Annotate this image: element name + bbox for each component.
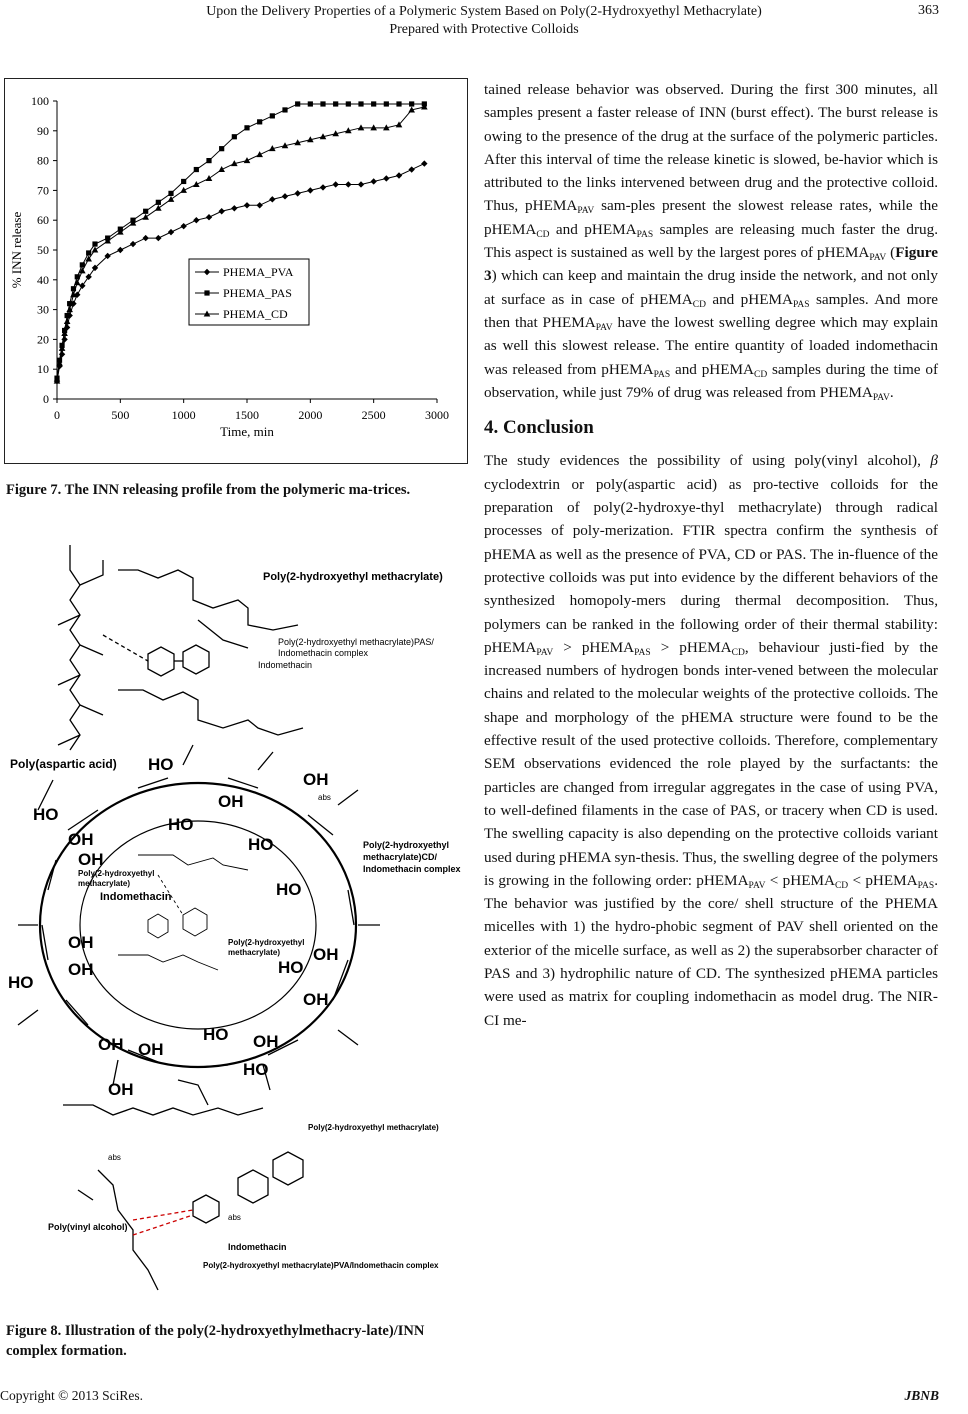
data-point: [346, 101, 351, 106]
data-point: [383, 175, 389, 181]
y-tick-label: 80: [37, 153, 49, 168]
data-point: [194, 167, 199, 172]
legend-entry: PHEMA_PVA: [223, 265, 294, 279]
abs-label-3: abs: [318, 793, 331, 802]
legend-entry: PHEMA_PAS: [223, 286, 292, 300]
cd-inner-label-2: methacrylate): [78, 879, 131, 888]
phema-top: [118, 570, 303, 735]
svg-text:HO: HO: [8, 973, 34, 992]
y-tick-label: 100: [31, 94, 49, 108]
data-point: [193, 217, 199, 223]
data-point: [79, 283, 85, 289]
x-tick-label: 1500: [235, 408, 259, 422]
release-profile-chart: [5, 79, 467, 463]
svg-text:HO: HO: [278, 958, 304, 977]
footer-copyright: Copyright © 2013 SciRes.: [0, 1388, 144, 1403]
data-point: [244, 157, 251, 163]
y-tick-label: 10: [37, 362, 49, 377]
x-tick-label: 1000: [171, 408, 196, 422]
x-tick-label: 0: [54, 408, 60, 422]
pas-complex-label: Poly(2-hydroxyethyl methacrylate)PAS/: [278, 637, 434, 647]
aspartic-label: Poly(aspartic acid): [10, 757, 117, 771]
y-tick-label: 0: [43, 392, 49, 406]
data-point: [282, 107, 287, 112]
data-point: [156, 200, 161, 205]
data-point: [117, 247, 123, 253]
data-point: [206, 175, 213, 181]
data-point: [74, 279, 81, 285]
y-tick-label: 70: [37, 183, 49, 198]
data-point: [206, 158, 211, 163]
data-point: [370, 178, 376, 184]
cd-inner-label-1: Poly(2-hydroxyethyl: [78, 869, 155, 878]
figure-8-caption: Figure 8. Illustration of the poly(2-hydroxyethylmethacry-late)/INN complex formation.: [6, 1323, 425, 1359]
svg-text:OH: OH: [138, 1040, 164, 1059]
data-point: [358, 181, 364, 187]
data-point: [384, 101, 389, 106]
svg-text:HO: HO: [168, 815, 194, 834]
data-point: [92, 241, 97, 246]
paragraph-release: tained release behavior was observed. During the first 300 minutes, all samples present a faster release of INN (burst effect). The burst release is owing to the presence of the drug at the surface of the polymeric particles. After this interval of time the release kinetic is slowed, be-havior which is attributed to the links intervened between drug and the protective colloid. Thus, pHEMA$_{PAV}$ sam-ples present the slowest release rates, while the pHEMA$_{CD}$ and pHEMA$_{PAS}$ samples are releasing much faster the drug. This aspect is sustained as well by the largest pores of pHEMA$_{PAV}$ (Figure 3) which can keep and maintain the drug inside the network, and not only at surface as in case of pHEMA$_{CD}$ and pHEMA$_{PAS}$ samples. And more then that $PHEMA_{PAV}$ have the lowest swelling degree which may explain as well this slowest release. The entire quantity of loaded indomethacin was released from pHEMA$_{PAS}$ and pHEMA$_{CD}$ samples during the time of observation, while just 79% of drug was released from $PHEMA_{PAV}$.: [484, 81, 939, 403]
data-point: [206, 214, 212, 220]
data-point: [269, 196, 275, 202]
svg-text:HO: HO: [148, 755, 174, 774]
y-tick-label: 40: [37, 272, 49, 287]
footer-journal: JBNB: [904, 1388, 939, 1403]
phema-top-label: Poly(2-hydroxyethyl methacrylate): [263, 571, 443, 583]
data-point: [85, 274, 91, 280]
y-tick-label: 90: [37, 123, 49, 138]
cd-complex-label-1: Poly(2-hydroxyethyl: [363, 840, 450, 850]
svg-text:OH: OH: [98, 1035, 124, 1054]
pas-complex-label-2: Indomethacin complex: [278, 648, 369, 658]
data-point: [204, 290, 209, 295]
figure-7-caption: Figure 7. The INN releasing profile from the polymeric ma-trices.: [6, 482, 411, 498]
cd-inner-label-4: methacrylate): [228, 948, 281, 957]
data-point: [86, 250, 91, 255]
header-line-1: Upon the Delivery Properties of a Polymeric System Based on Poly(2-Hydroxyethyl Methacrylate): [206, 4, 762, 19]
data-point: [421, 160, 427, 166]
series-line: [57, 107, 424, 381]
abs-label-1: abs: [108, 1153, 121, 1162]
data-point: [244, 125, 249, 130]
data-point: [307, 187, 313, 193]
data-point: [332, 181, 338, 187]
data-point: [232, 134, 237, 139]
pva-complex-label: Poly(2-hydroxyethyl methacrylate)PVA/Indomethacin complex: [203, 1261, 439, 1270]
data-point: [168, 196, 175, 202]
series-PHEMA_PAS: [54, 101, 427, 380]
aspartic-acid-chain: [58, 545, 103, 750]
data-point: [231, 205, 237, 211]
svg-text:HO: HO: [248, 835, 274, 854]
data-point: [218, 166, 225, 172]
data-point: [396, 172, 402, 178]
y-tick-label: 20: [37, 332, 49, 347]
data-point: [181, 179, 186, 184]
x-tick-label: 500: [111, 408, 130, 422]
data-point: [409, 101, 414, 106]
data-point: [168, 229, 174, 235]
y-tick-label: 30: [37, 302, 49, 317]
cd-complex-label-2: methacrylate)CD/: [363, 852, 438, 862]
svg-text:OH: OH: [108, 1080, 134, 1099]
data-point: [130, 241, 136, 247]
data-point: [193, 181, 200, 187]
x-tick-label: 2500: [361, 408, 386, 422]
data-point: [294, 190, 300, 196]
x-axis-label: Time, min: [220, 424, 274, 439]
y-tick-label: 60: [37, 213, 49, 228]
cd-hydroxyl-labels: [8, 755, 339, 1099]
figure-7-frame: [4, 78, 468, 464]
data-point: [155, 235, 161, 241]
abs-label-2: abs: [228, 1213, 241, 1222]
legend-entry: PHEMA_CD: [223, 307, 288, 321]
section-title: 4. Conclusion: [484, 417, 594, 439]
chart-legend: [189, 259, 309, 325]
svg-text:OH: OH: [303, 770, 329, 789]
data-point: [345, 181, 351, 187]
page-number: 363: [918, 3, 939, 18]
data-point: [143, 209, 148, 214]
chart-series: [54, 101, 428, 384]
pva-phema-label: Poly(2-hydroxyethyl methacrylate): [308, 1123, 439, 1132]
svg-text:HO: HO: [243, 1060, 269, 1079]
series-line: [57, 104, 424, 378]
data-point: [333, 101, 338, 106]
indomethacin-top: [103, 635, 209, 676]
header-line-2: Prepared with Protective Colloids: [389, 22, 579, 37]
data-point: [142, 235, 148, 241]
y-axis-label: % INN release: [9, 211, 24, 289]
cd-inner-label-3: Poly(2-hydroxyethyl: [228, 938, 305, 947]
pva-chain: [63, 1080, 303, 1290]
data-point: [320, 101, 325, 106]
data-point: [295, 101, 300, 106]
data-point: [408, 166, 414, 172]
svg-text:OH: OH: [303, 990, 329, 1009]
indomethacin-top-label: Indomethacin: [258, 660, 313, 670]
y-tick-label: 50: [37, 243, 49, 257]
data-point: [257, 119, 262, 124]
paragraph-conclusion: The study evidences the possibility of using poly(vinyl alcohol), β cyclodextrin or poly(aspartic acid) as pro-tective colloids for the preparation of poly(2-hydroxye-thyl methacrylate) through radical processes of poly-merization. FTIR spectra confirm the synthesis of pHEMA as well as the presence of PVA, CD or PAS. The in-fluence of the protective colloids was put into evidence by the different behaviors of the synthesized homopoly-mers during thermal decomposition. Thus, polymers can be ranked in the following order of their thermal stability: pHEMA$_{PAV}$ > pHEMA$_{PAS}$ > pHEMA$_{CD}$, behaviour justi-fied by the increased numbers of hydrogen bonds inter-vened between the molecular chains and related to the molecular weights of the protective colloids. The shape and morphology of the pHEMA structure were found to be the effective result of the used protective colloids. Therefore, complementary SEM observations evidenced the role played by the surfactants: the particles are changed from irregular aggregates in the case of using PVA, to well-defined filaments in the case of PAS, or tracery when CD is used. The swelling capacity is also depending on the protective colloids variant used during pHEMA syn-thesis. Thus, the swelling degree of the polymers is growing in the following order: pHEMA$_{PAV}$ < pHEMA$_{CD}$ < pHEMA$_{PAS}$. The behavior was justified by the core/ shell structure of the PHEMA micelles with 1) the hydro-phobic segment of PAV shell oriented on the exterior of the micelle surface, as well as 2) the superabsorber character of PAS and 3) hydrophilic nature of CD. The synthesized pHEMA particles were used as matrix for coupling indomethacin as model drug. The NIR-CI me-: [484, 452, 938, 1029]
data-point: [168, 191, 173, 196]
data-point: [219, 146, 224, 151]
x-tick-label: 3000: [425, 408, 449, 422]
pva-indomethacin-label: Indomethacin: [228, 1242, 287, 1252]
svg-text:OH: OH: [68, 933, 94, 952]
svg-text:OH: OH: [313, 945, 339, 964]
series-PHEMA_CD: [54, 103, 428, 383]
svg-text:HO: HO: [203, 1025, 229, 1044]
svg-text:HO: HO: [276, 880, 302, 899]
data-point: [256, 151, 263, 157]
data-point: [180, 187, 187, 193]
x-tick-label: 2000: [298, 408, 323, 422]
cd-complex-label-3: Indomethacin complex: [363, 864, 461, 874]
svg-text:OH: OH: [253, 1032, 279, 1051]
data-point: [396, 101, 401, 106]
data-point: [218, 208, 224, 214]
data-point: [270, 113, 275, 118]
data-point: [244, 202, 250, 208]
data-point: [142, 214, 149, 220]
figure-8-illustration: [8, 530, 464, 1312]
data-point: [371, 101, 376, 106]
svg-text:OH: OH: [68, 830, 94, 849]
data-point: [358, 101, 363, 106]
svg-text:OH: OH: [78, 850, 104, 869]
data-point: [155, 205, 162, 211]
pva-label: Poly(vinyl alcohol): [48, 1222, 128, 1232]
svg-text:OH: OH: [68, 960, 94, 979]
data-point: [256, 202, 262, 208]
cd-indomethacin-label: Indomethacin: [100, 891, 172, 903]
right-column: [484, 78, 938, 1032]
data-point: [320, 184, 326, 190]
svg-text:HO: HO: [33, 805, 59, 824]
data-point: [282, 193, 288, 199]
svg-text:OH: OH: [218, 792, 244, 811]
data-point: [180, 223, 186, 229]
data-point: [308, 101, 313, 106]
